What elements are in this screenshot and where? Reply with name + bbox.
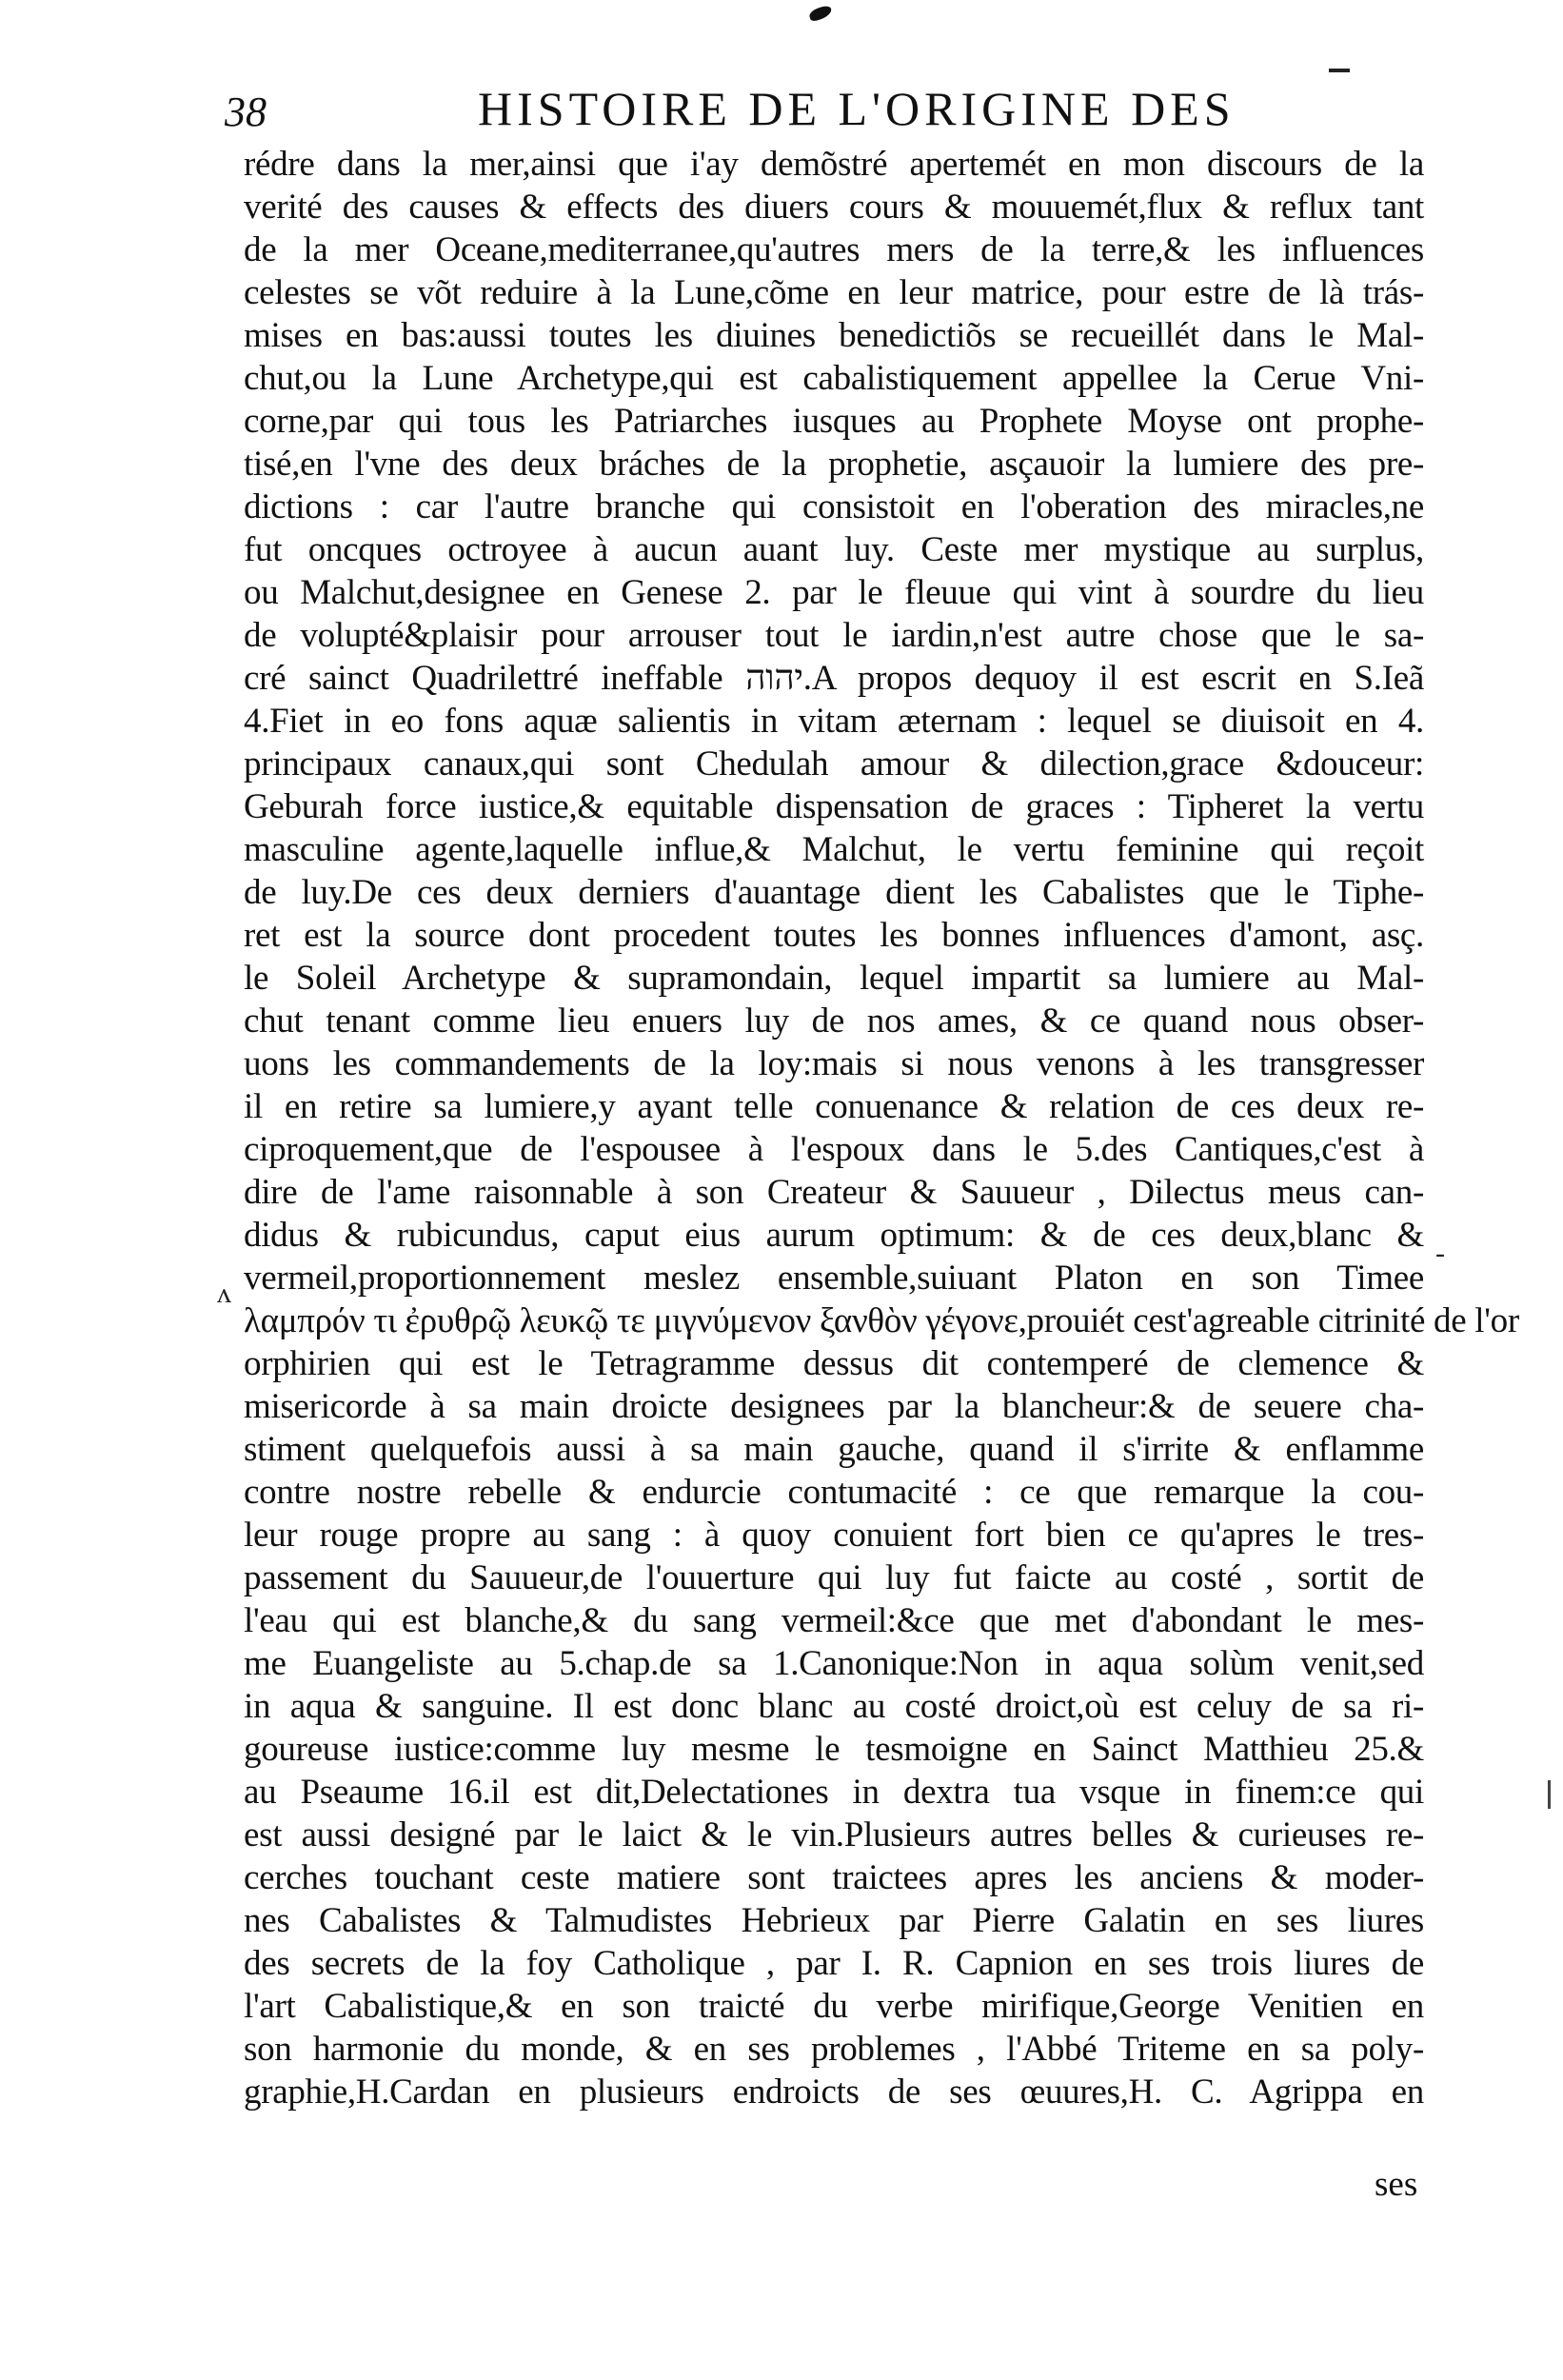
text-line: de volupté&plaisir pour arrouser tout le iardin,n'est autre chose que le sa-	[244, 616, 1424, 655]
text-line: l'art Cabalistique,& en son traicté du verbe mirifique,George Venitien en	[244, 1987, 1424, 2026]
text-line: vermeil,proportionnement meslez ensemble,suiuant Platon en son Timee	[244, 1259, 1424, 1298]
ink-blot	[808, 5, 834, 23]
margin-bracket	[1548, 1780, 1562, 1809]
text-line: verité des causes & effects des diuers cours & mouuemét,flux & reflux tant	[244, 188, 1424, 227]
catchword: ses	[1375, 2165, 1418, 2204]
text-line: il en retire sa lumiere,y ayant telle conuenance & relation de ces deux re-	[244, 1087, 1424, 1126]
text-line: de la mer Oceane,mediterranee,qu'autres mers de la terre,& les influences	[244, 230, 1424, 269]
text-line: de luy.De ces deux derniers d'auantage dient les Cabalistes que le Tiphe-	[244, 873, 1424, 912]
text-line: orphirien qui est le Tetragramme dessus dit contemperé de clemence &	[244, 1344, 1424, 1383]
text-line: ou Malchut,designee en Genese 2. par le fleuue qui vint à sourdre du lieu	[244, 573, 1424, 612]
text-line: son harmonie du monde, & en ses problemes , l'Abbé Triteme en sa poly-	[244, 2030, 1424, 2069]
text-line: chut,ou la Lune Archetype,qui est cabalistiquement appellee la Cerue Vni-	[244, 359, 1424, 398]
text-line: cerches touchant ceste matiere sont traictees apres les anciens & moder-	[244, 1858, 1424, 1897]
text-line: dire de l'ame raisonnable à son Createur & Sauueur , Dilectus meus can-	[244, 1173, 1424, 1212]
text-line: est aussi designé par le laict & le vin.Plusieurs autres belles & curieuses re-	[244, 1815, 1424, 1854]
text-line: graphie,H.Cardan en plusieurs endroicts de ses œuures,H. C. Agrippa en	[244, 2073, 1424, 2112]
text-line: didus & rubicundus, caput eius aurum optimum: & de ces deux,blanc &	[244, 1216, 1424, 1255]
text-line: misericorde à sa main droicte designees par la blancheur:& de seuere cha-	[244, 1387, 1424, 1426]
text-line: goureuse iustice:comme luy mesme le tesmoigne en Sainct Matthieu 25.&	[244, 1730, 1424, 1769]
margin-mark-right: -	[1435, 1238, 1445, 1269]
text-line: le Soleil Archetype & supramondain, lequel impartit sa lumiere au Mal-	[244, 959, 1424, 998]
text-line: au Pseaume 16.il est dit,Delectationes in dextra tua vsque in finem:ce qui	[244, 1773, 1424, 1812]
margin-mark-left: ʌ	[217, 1278, 231, 1309]
text-line: ret est la source dont procedent toutes les bonnes influences d'amont, asç.	[244, 916, 1424, 955]
text-line: me Euangeliste au 5.chap.de sa 1.Canonique:Non in aqua solùm venit,sed	[244, 1644, 1424, 1683]
text-line: corne,par qui tous les Patriarches iusques au Prophete Moyse ont prophe-	[244, 402, 1424, 441]
text-line: uons les commandements de la loy:mais si nous venons à les transgresser	[244, 1044, 1424, 1083]
text-line: rédre dans la mer,ainsi que i'ay demõstré apertemét en mon discours de la	[244, 145, 1424, 184]
text-line: chut tenant comme lieu enuers luy de nos ames, & ce quand nous obser-	[244, 1002, 1424, 1041]
page-number: 38	[225, 89, 267, 135]
running-head: HISTOIRE DE L'ORIGINE DES	[478, 82, 1236, 135]
text-line: principaux canaux,qui sont Chedulah amour & dilection,grace &douceur:	[244, 744, 1424, 783]
text-line: tisé,en l'vne des deux bráches de la prophetie, asçauoir la lumiere des pre-	[244, 445, 1424, 484]
body-text	[244, 143, 1519, 2113]
page-header	[225, 78, 1405, 145]
text-line: fut oncques octroyee à aucun auant luy. Ceste mer mystique au surplus,	[244, 530, 1424, 569]
ink-dash	[1329, 69, 1350, 72]
text-line: cré sainct Quadrilettré ineffable יהוה.A propos dequoy il est escrit en S.Ieã	[244, 659, 1424, 698]
text-line: passement du Sauueur,de l'ouuerture qui luy fut faicte au costé , sortit de	[244, 1558, 1424, 1597]
text-line: celestes se võt reduire à la Lune,cõme en leur matrice, pour estre de là trás-	[244, 273, 1424, 312]
text-line: 4.Fiet in eo fons aquæ salientis in vitam æternam : lequel se diuisoit en 4.	[244, 702, 1424, 741]
text-line: contre nostre rebelle & endurcie contumacité : ce que remarque la cou-	[244, 1473, 1424, 1512]
text-line: ciproquement,que de l'espousee à l'espoux dans le 5.des Cantiques,c'est à	[244, 1130, 1424, 1169]
text-line: nes Cabalistes & Talmudistes Hebrieux par Pierre Galatin en ses liures	[244, 1901, 1424, 1940]
text-line: leur rouge propre au sang : à quoy conuient fort bien ce qu'apres le tres-	[244, 1516, 1424, 1555]
text-line: Geburah force iustice,& equitable dispensation de graces : Tipheret la vertu	[244, 787, 1424, 826]
text-line-greek: λαμπρόν τι ἐρυθρῷ λευκῷ τε μιγνύμενον ξανθὸν γέγονε,prouiét cest'agreable citrinité de l'or	[244, 1301, 1519, 1340]
text-line: masculine agente,laquelle influe,& Malchut, le vertu feminine qui reçoit	[244, 830, 1424, 869]
text-line: mises en bas:aussi toutes les diuines benedictiõs se recueillét dans le Mal-	[244, 316, 1424, 355]
text-line: dictions : car l'autre branche qui consistoit en l'oberation des miracles,ne	[244, 487, 1424, 526]
text-line: stiment quelquefois aussi à sa main gauche, quand il s'irrite & enflamme	[244, 1430, 1424, 1469]
text-line: in aqua & sanguine. Il est donc blanc au costé droict,où est celuy de sa ri-	[244, 1687, 1424, 1726]
text-line: l'eau qui est blanche,& du sang vermeil:&ce que met d'abondant le mes-	[244, 1601, 1424, 1640]
text-line: des secrets de la foy Catholique , par I. R. Capnion en ses trois liures de	[244, 1944, 1424, 1983]
